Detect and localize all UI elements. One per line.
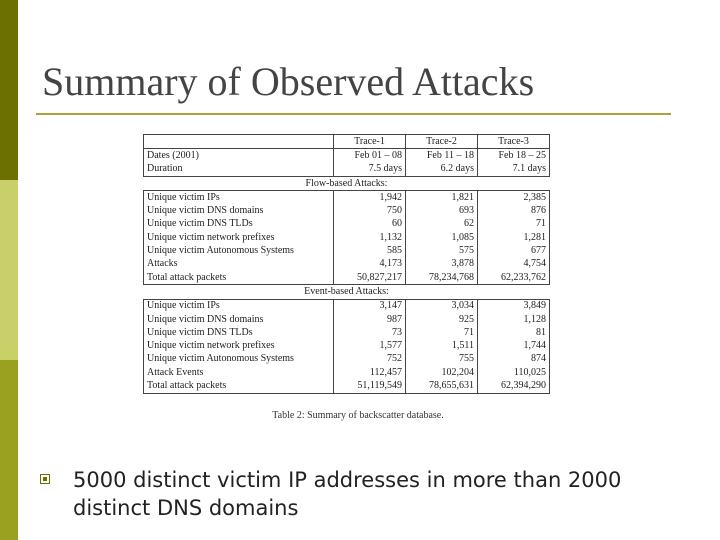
table-header-row [144,135,550,149]
cell-value: 62,233,762 [478,271,550,285]
table-row [144,271,550,285]
table-row [144,258,550,271]
row-label: Unique victim DNS domains [144,313,334,326]
cell-value: 78,234,768 [406,271,478,285]
table-caption: Table 2: Summary of backscatter database. [272,410,444,421]
side-accent-bar-bottom [0,360,18,540]
row-label: Dates (2001) [144,149,334,163]
row-label: Attacks [144,258,334,271]
cell-value: 7.1 days [478,163,550,177]
cell-value: 3,147 [334,299,406,313]
cell-value: 1,942 [334,191,406,205]
cell-value: 3,849 [478,299,550,313]
cell-value: 874 [478,353,550,366]
table-row [144,339,550,352]
cell-value: Trace-1 [334,135,406,149]
cell-value: 50,827,217 [334,271,406,285]
cell-value: 73 [334,326,406,339]
event-section-heading-label: Event-based Attacks: [304,285,389,297]
cell-value: 62,394,290 [478,379,550,393]
table-row [144,204,550,217]
cell-value: 51,119,549 [334,379,406,393]
side-accent-bar-top [0,0,18,180]
cell-value: 110,025 [478,366,550,379]
cell-value: 1,132 [334,231,406,244]
event-section-heading [144,285,550,299]
slide-title: Summary of Observed Attacks [42,59,535,104]
table-row [144,299,550,313]
cell-value: 987 [334,313,406,326]
row-label: Total attack packets [144,271,334,285]
row-label: Unique victim network prefixes [144,339,334,352]
flow-section-heading-label: Flow-based Attacks: [305,177,388,189]
cell-value: 925 [406,313,478,326]
table-row [144,218,550,231]
cell-value: Feb 01 – 08 [334,149,406,163]
title-underline [36,113,671,115]
table-row [144,244,550,257]
table-row [144,366,550,379]
cell-value: 1,511 [406,339,478,352]
cell-value: 4,173 [334,258,406,271]
table-row [144,313,550,326]
row-label: Unique victim Autonomous Systems [144,244,334,257]
cell-value: Feb 11 – 18 [406,149,478,163]
table-row [144,353,550,366]
cell-value: 81 [478,326,550,339]
cell-value: 102,204 [406,366,478,379]
row-label: Unique victim DNS TLDs [144,218,334,231]
cell-value: 1,128 [478,313,550,326]
row-label: Unique victim DNS domains [144,204,334,217]
cell-value: 1,281 [478,231,550,244]
row-label: Unique victim IPs [144,299,334,313]
cell-value: 755 [406,353,478,366]
row-label: Unique victim Autonomous Systems [144,353,334,366]
table-row [144,191,550,205]
cell-value: 876 [478,204,550,217]
cell-value: 60 [334,218,406,231]
cell-value: 78,655,631 [406,379,478,393]
cell-value: Trace-3 [478,135,550,149]
table-row [144,149,550,163]
cell-value: 62 [406,218,478,231]
cell-value: 677 [478,244,550,257]
bullet-marker-icon [40,474,50,484]
attack-summary-table-container [143,134,549,400]
cell-value: 1,744 [478,339,550,352]
table-row [144,379,550,393]
row-label: Unique victim DNS TLDs [144,326,334,339]
cell-value: 3,034 [406,299,478,313]
row-label: Total attack packets [144,379,334,393]
cell-value: 750 [334,204,406,217]
cell-value: 3,878 [406,258,478,271]
cell-value: 112,457 [334,366,406,379]
table-row [144,326,550,339]
cell-value: 2,385 [478,191,550,205]
row-label: Attack Events [144,366,334,379]
row-label: Unique victim network prefixes [144,231,334,244]
row-label: Unique victim IPs [144,191,334,205]
cell-value: 6.2 days [406,163,478,177]
row-label: Duration [144,163,334,177]
flow-section-heading [144,176,550,190]
cell-value: Feb 18 – 25 [478,149,550,163]
table-row [144,231,550,244]
cell-value: 575 [406,244,478,257]
cell-value: 752 [334,353,406,366]
cell-value: 4,754 [478,258,550,271]
attack-summary-table [143,134,550,394]
cell-value: 7.5 days [334,163,406,177]
cell-value: 585 [334,244,406,257]
side-accent-bar-middle [0,180,18,360]
cell-value: Trace-2 [406,135,478,149]
cell-value: 1,085 [406,231,478,244]
bullet-text: 5000 distinct victim IP addresses in more than 2000 distinct DNS domains [73,468,622,520]
cell-value: 71 [406,326,478,339]
cell-value: 1,821 [406,191,478,205]
row-label [144,135,334,149]
cell-value: 1,577 [334,339,406,352]
table-row [144,163,550,177]
cell-value: 71 [478,218,550,231]
cell-value: 693 [406,204,478,217]
